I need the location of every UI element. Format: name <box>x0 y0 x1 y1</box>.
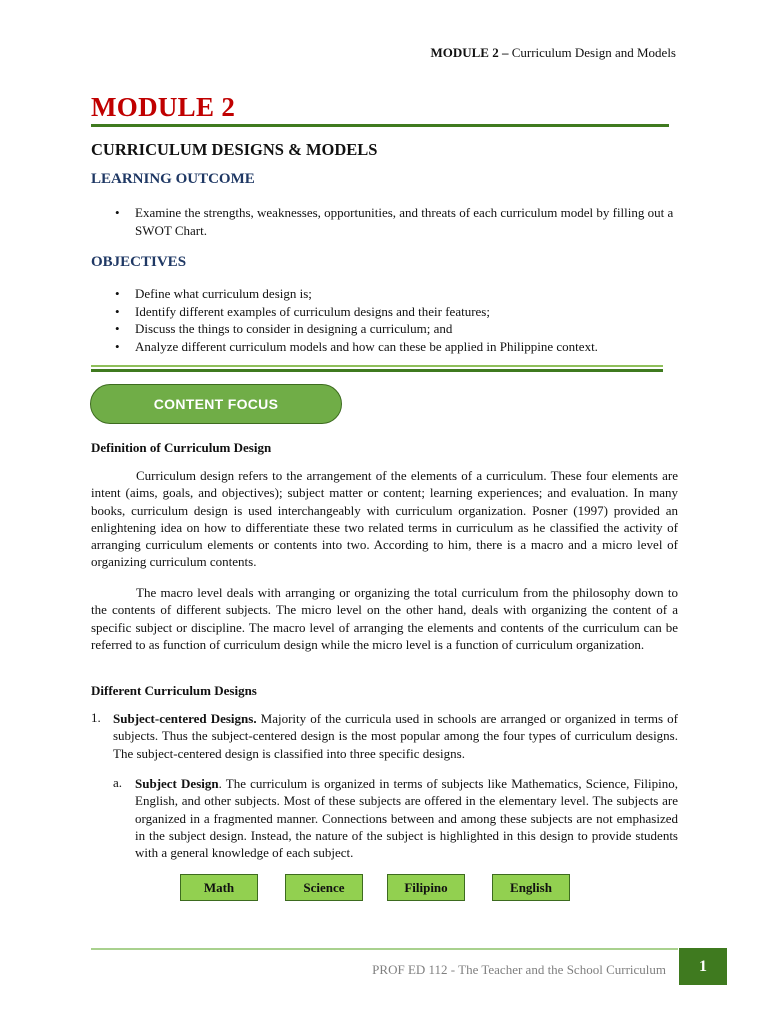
objective-item: • Discuss the things to consider in designing a curriculum; and <box>91 320 681 338</box>
objectives-list <box>91 285 681 355</box>
subject-design-text: . The curriculum is organized in terms of subjects like Mathematics, Science, Filipino, English, and other subjects. Most of these subjects are offered in the elementary level. The subjects are organized in a fragmented manner. Connections between and among these subjects are not emphasized in the subject design. Instead, the nature of the subject is highlighted in this design to provide students with a general knowledge of each subject. <box>135 776 679 861</box>
list-letter: a. <box>113 775 123 790</box>
learning-outcome-list <box>91 204 681 239</box>
section-divider-thin <box>91 365 663 367</box>
definition-paragraph-2: The macro level deals with arranging or organizing the total curriculum from the philosophy down to the contents of different subjects. The micro level on the other hand, deals with organizing the content of a specific subject or discipline. The macro level of arranging the elements and contents of the curriculum can be referred to as function of curriculum design while the micro level is a function of curriculum organization. <box>91 585 678 652</box>
objective-item: • Identify different examples of curriculum designs and their features; <box>91 303 681 321</box>
definition-paragraph-1: Curriculum design refers to the arrangement of the elements of a curriculum. These four elements are intent (aims, goals, and objectives); subject matter or content; learning experiences; and evaluation. In many books, curriculum design is used interchangeably with curriculum organization. Posner (1997) provided an enlightening idea on how to differentiate these two related terms in curriculum as he classified the activity of arranging curriculum elements or contents into two. According to him, there is a macro and a micro level of organizing curriculum contents. <box>91 468 678 570</box>
content-focus-banner: CONTENT FOCUS <box>90 384 342 424</box>
section-divider-thick <box>91 369 663 372</box>
subject-box-science: Science <box>285 874 363 901</box>
list-number: 1. <box>91 710 101 725</box>
learning-outcome-heading: LEARNING OUTCOME <box>91 171 255 187</box>
subject-centered-designs-item <box>113 710 678 762</box>
running-header-module: MODULE 2 – <box>430 45 509 60</box>
title-divider <box>91 124 669 127</box>
running-header <box>430 45 676 61</box>
subject-centered-designs-text: Majority of the curricula used in schools are arranged or organized in terms of subjects. Thus the subject-centered design is the most popular among the four types of curriculum designs. The subject-centered design is classified into three specific designs. <box>113 711 679 761</box>
objective-item: • Define what curriculum design is; <box>91 285 681 303</box>
objectives-heading: OBJECTIVES <box>91 254 187 270</box>
objective-item: • Analyze different curriculum models and how can these be applied in Philippine context. <box>91 338 681 356</box>
different-designs-heading: Different Curriculum Designs <box>91 683 257 698</box>
topic-heading: CURRICULUM DESIGNS & MODELS <box>91 140 378 159</box>
subject-box-filipino: Filipino <box>387 874 465 901</box>
learning-outcome-item: • Examine the strengths, weaknesses, opportunities, and threats of each curriculum model by filling out a SWOT Chart. <box>91 204 681 239</box>
footer-divider <box>91 948 678 950</box>
subject-box-math: Math <box>180 874 258 901</box>
footer-course-title: PROF ED 112 - The Teacher and the School Curriculum <box>372 962 666 977</box>
subject-design-title: Subject Design <box>135 776 219 791</box>
subject-design-item <box>135 775 678 861</box>
subject-centered-designs-title: Subject-centered Designs. <box>113 711 257 726</box>
subject-box-english: English <box>492 874 570 901</box>
running-header-subtitle: Curriculum Design and Models <box>511 45 676 60</box>
page-number: 1 <box>679 948 727 985</box>
page-title: MODULE 2 <box>91 92 236 122</box>
definition-heading: Definition of Curriculum Design <box>91 440 272 455</box>
